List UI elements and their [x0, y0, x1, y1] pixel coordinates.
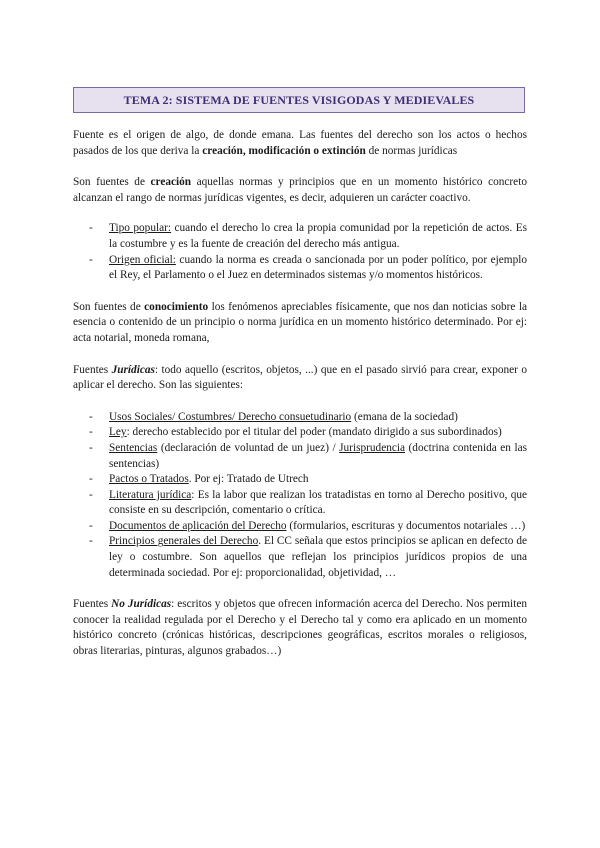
juridicas-list	[73, 410, 527, 582]
paragraph-juridicas: Fuentes Jurídicas: todo aquello (escritos, objetos, ...) que en el pasado sirvió para crear, exponer o aplicar el derecho. Son las siguientes:	[73, 363, 528, 392]
list-item: - Tipo popular: cuando el derecho lo crea la propia comunidad por la repetición de actos. Es la costumbre y es la fuente de creación del derecho más antigua.	[89, 222, 527, 250]
list-item: - Ley: derecho establecido por el titular del poder (mandato dirigido a sus subordinados)	[89, 426, 502, 439]
list-item: - Pactos o Tratados. Por ej: Tratado de Utrech	[89, 473, 309, 486]
title-banner	[73, 87, 525, 113]
creation-list	[73, 221, 527, 283]
paragraph-creation: Son fuentes de creación aquellas normas y principios que en un momento histórico concreto alcanzan el rango de normas jurídicas vigentes, es decir, adquieren un carácter coactivo.	[73, 176, 527, 204]
list-item: - Sentencias (declaración de voluntad de un juez) / Jurisprudencia (doctrina contenida en las sentencias)	[89, 441, 527, 470]
list-item: - Usos Sociales/ Costumbres/ Derecho consuetudinario (emana de la sociedad)	[89, 410, 458, 423]
paragraph-definition: Fuente es el origen de algo, de donde emana. Las fuentes del derecho son los actos o hechos pasados de los que deriva la creación, modificación o extinción de normas jurídicas	[73, 129, 527, 157]
list-item: - Literatura jurídica: Es la labor que realizan los tratadistas en torno al Derecho positivo, que consiste en su descripción, comentario o crítica.	[89, 488, 527, 517]
paragraph-knowledge: Son fuentes de conocimiento los fenómenos apreciables físicamente, que nos dan noticias sobre la esencia o contenido de un principio o norma jurídica en un momento histórico determinado. Por ej: acta notarial, moneda romana,	[73, 300, 527, 344]
page-title: TEMA 2: SISTEMA DE FUENTES VISIGODAS Y MEDIEVALES	[123, 92, 475, 107]
list-item: - Principios generales del Derecho. El CC señala que estos principios se aplican en defecto de ley o costumbre. Son aquellos que reflejan los principios jurídicos propios de una determinada sociedad. Por ej: proporcionalidad, objetividad, …	[89, 535, 527, 579]
document-body	[73, 128, 527, 660]
list-item: - Origen oficial: cuando la norma es creada o sancionada por un poder político, por ejemplo el Rey, el Parlamento o el Juez en determinados sistemas y/o momentos históricos.	[89, 253, 527, 282]
list-item: - Documentos de aplicación del Derecho (formularios, escrituras y documentos notariales …)	[89, 519, 526, 532]
paragraph-no-juridicas: Fuentes No Jurídicas: escritos y objetos que ofrecen información acerca del Derecho. Nos permiten conocer la realidad regulada por el Derecho y el Derecho tal y como era aplicado en un momento histórico concreto (crónicas históricas, descripciones geográficas, escritos morales o religiosos, obras literarias, pinturas, algunos grabados…)	[73, 598, 527, 658]
